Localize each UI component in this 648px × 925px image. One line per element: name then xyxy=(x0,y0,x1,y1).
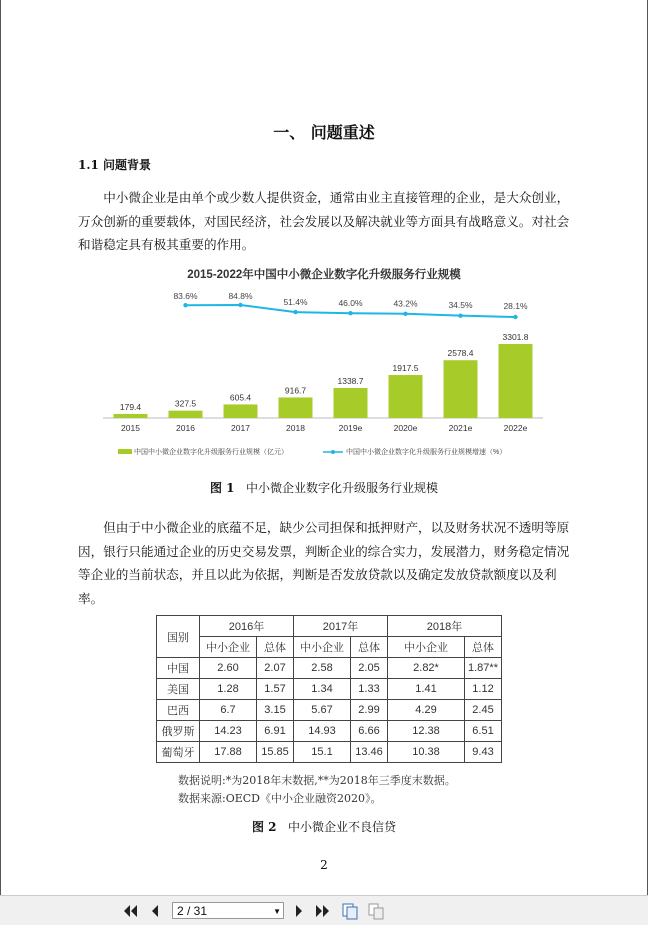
table-cell: 1.28 xyxy=(200,679,257,700)
table-row xyxy=(157,742,502,763)
table-cell: 17.88 xyxy=(200,742,257,763)
growth-rate-point xyxy=(458,313,462,317)
table-subheader: 中小企业 xyxy=(200,637,257,658)
growth-rate-point xyxy=(183,303,187,307)
bar-2022e xyxy=(499,344,533,418)
growth-rate-point xyxy=(238,303,242,307)
table-cell: 5.67 xyxy=(294,700,351,721)
table-cell: 9.43 xyxy=(465,742,502,763)
figure-2-caption-text: 中小微企业不良信贷 xyxy=(287,820,396,834)
legend-line-label: 中国中小微企业数字化升级服务行业规模增速（%） xyxy=(346,449,507,456)
table-cell: 2.58 xyxy=(294,658,351,679)
growth-rate-point xyxy=(403,312,407,316)
next-page-button[interactable] xyxy=(290,896,308,925)
growth-rate-label: 84.8% xyxy=(228,291,253,301)
table-subheader: 总体 xyxy=(257,637,294,658)
bar-value-label: 3301.8 xyxy=(502,332,529,342)
growth-rate-point xyxy=(513,315,517,319)
last-page-button[interactable] xyxy=(313,896,333,925)
bar-value-label: 1917.5 xyxy=(392,363,419,374)
table-cell: 2.99 xyxy=(351,700,388,721)
bar-2017 xyxy=(224,404,258,418)
bar-value-label: 327.5 xyxy=(174,398,197,409)
bar-2019e xyxy=(334,388,368,418)
next-page-icon xyxy=(294,904,304,918)
table-cell: 14.23 xyxy=(200,721,257,742)
table-note: 数据说明:*为2018年末数据,**为2018年三季度末数据。 xyxy=(178,774,456,787)
figure-1-label: 图 1 xyxy=(210,481,235,495)
pdf-viewer-toolbar xyxy=(0,895,648,925)
figure-2-label: 图 2 xyxy=(252,820,277,834)
dropdown-arrow-icon: ▼ xyxy=(273,907,281,916)
table-source: 数据来源:OECD《中小企业融资2020》。 xyxy=(178,792,382,805)
table-cell: 1.33 xyxy=(351,679,388,700)
x-tick-label: 2016 xyxy=(176,423,195,433)
table-corner: 国别 xyxy=(157,616,200,658)
table-year-header: 2018年 xyxy=(388,616,502,637)
rotate-page-button[interactable] xyxy=(340,896,360,925)
table-cell: 14.93 xyxy=(294,721,351,742)
table-row xyxy=(157,721,502,742)
table-subheader: 中小企业 xyxy=(388,637,465,658)
table-row xyxy=(157,658,502,679)
x-tick-label: 2018 xyxy=(286,423,305,433)
table-cell: 10.38 xyxy=(388,742,465,763)
growth-rate-label: 83.6% xyxy=(173,291,198,302)
previous-page-icon xyxy=(150,904,160,918)
table-cell: 15.1 xyxy=(294,742,351,763)
figure-1-caption-text: 中小微企业数字化升级服务行业规模 xyxy=(245,481,438,495)
legend-bar-swatch xyxy=(118,449,132,454)
growth-rate-label: 43.2% xyxy=(393,298,418,309)
bar-2020e xyxy=(389,375,423,418)
table-cell: 2.45 xyxy=(465,700,502,721)
table-cell: 3.15 xyxy=(257,700,294,721)
bar-value-label: 2578.4 xyxy=(447,348,474,359)
table-cell: 6.51 xyxy=(465,721,502,742)
table-cell: 2.07 xyxy=(257,658,294,679)
page-view-icon xyxy=(341,902,359,920)
table-cell: 12.38 xyxy=(388,721,465,742)
table-cell: 15.85 xyxy=(257,742,294,763)
table-row xyxy=(157,700,502,721)
figure-1-chart xyxy=(0,262,648,462)
table-subheader: 总体 xyxy=(351,637,388,658)
table-cell: 2.05 xyxy=(351,658,388,679)
table-cell: 4.29 xyxy=(388,700,465,721)
view-mode-button[interactable] xyxy=(366,896,386,925)
bar-value-label: 916.7 xyxy=(284,385,307,396)
table-cell: 6.91 xyxy=(257,721,294,742)
table-cell: 1.34 xyxy=(294,679,351,700)
bar-2015 xyxy=(114,414,148,418)
table-cell-country: 巴西 xyxy=(157,700,200,721)
bar-2018 xyxy=(279,397,313,418)
table-cell: 1.87** xyxy=(465,658,502,679)
table-row xyxy=(157,679,502,700)
x-tick-label: 2022e xyxy=(503,423,528,433)
bar-value-label: 1338.7 xyxy=(337,375,364,386)
first-page-button[interactable] xyxy=(120,896,140,925)
growth-rate-label: 46.0% xyxy=(338,297,363,308)
page-selector[interactable] xyxy=(172,902,284,919)
two-page-icon xyxy=(367,902,385,920)
x-tick-label: 2021e xyxy=(448,423,473,433)
x-tick-label: 2017 xyxy=(231,423,250,433)
table-cell: 2.82* xyxy=(388,658,465,679)
table-cell: 1.12 xyxy=(465,679,502,700)
table-cell: 2.60 xyxy=(200,658,257,679)
page-indicator: 2 / 31 xyxy=(177,904,208,918)
paragraph-1: 中小微企业是由单个或少数人提供资金，通常由业主直接管理的企业，是大众创业，万众创新的重要载体，对国民经济，社会发展以及解决就业等方面具有战略意义。对社会和谐稳定具有极其重要的作用。 xyxy=(78,190,570,252)
chart-title: 2015-2022年中国中小微企业数字化升级服务行业规模 xyxy=(187,269,461,281)
growth-rate-label: 28.1% xyxy=(503,301,528,311)
table-cell-country: 中国 xyxy=(157,658,200,679)
growth-rate-label: 51.4% xyxy=(283,296,308,307)
last-page-icon xyxy=(315,904,331,918)
page-number: 2 xyxy=(320,858,328,872)
bar-2016 xyxy=(169,411,203,418)
table-cell-country: 美国 xyxy=(157,679,200,700)
table-year-header: 2017年 xyxy=(294,616,388,637)
table-cell-country: 葡萄牙 xyxy=(157,742,200,763)
table-cell: 1.57 xyxy=(257,679,294,700)
table-cell: 6.7 xyxy=(200,700,257,721)
x-tick-label: 2020e xyxy=(393,423,418,433)
x-tick-label: 2015 xyxy=(121,423,140,433)
table-cell: 1.41 xyxy=(388,679,465,700)
table-year-header: 2016年 xyxy=(200,616,294,637)
first-page-icon xyxy=(122,904,138,918)
figure-1-caption xyxy=(0,479,648,496)
bar-value-label: 605.4 xyxy=(229,392,252,403)
bar-value-label: 179.4 xyxy=(119,401,142,412)
section-heading: 一、 问题重述 xyxy=(273,123,375,142)
subsection-heading: 1.1 问题背景 xyxy=(78,158,152,172)
growth-rate-label: 34.5% xyxy=(448,299,473,310)
table-cell: 6.66 xyxy=(351,721,388,742)
paragraph-2: 但由于中小微企业的底蕴不足，缺少公司担保和抵押财产，以及财务状况不透明等原因，银行只能通过企业的历史交易发票，判断企业的综合实力，发展潜力，财务稳定情况等企业的当前状态，并且以此为依据，判断是否发放贷款以及确定发放贷款额度以及利率。 xyxy=(78,520,570,606)
table-subheader: 中小企业 xyxy=(294,637,351,658)
bar-2021e xyxy=(444,360,478,418)
growth-rate-point xyxy=(293,310,297,314)
legend-bar-label: 中国中小微企业数字化升级服务行业规模（亿元） xyxy=(134,449,288,456)
legend-line-marker xyxy=(331,450,335,454)
previous-page-button[interactable] xyxy=(146,896,164,925)
table-subheader: 总体 xyxy=(465,637,502,658)
bad-loan-table xyxy=(156,615,502,763)
table-cell: 13.46 xyxy=(351,742,388,763)
x-tick-label: 2019e xyxy=(338,423,363,433)
figure-2-caption xyxy=(0,818,648,835)
table-cell-country: 俄罗斯 xyxy=(157,721,200,742)
growth-rate-point xyxy=(348,311,352,315)
